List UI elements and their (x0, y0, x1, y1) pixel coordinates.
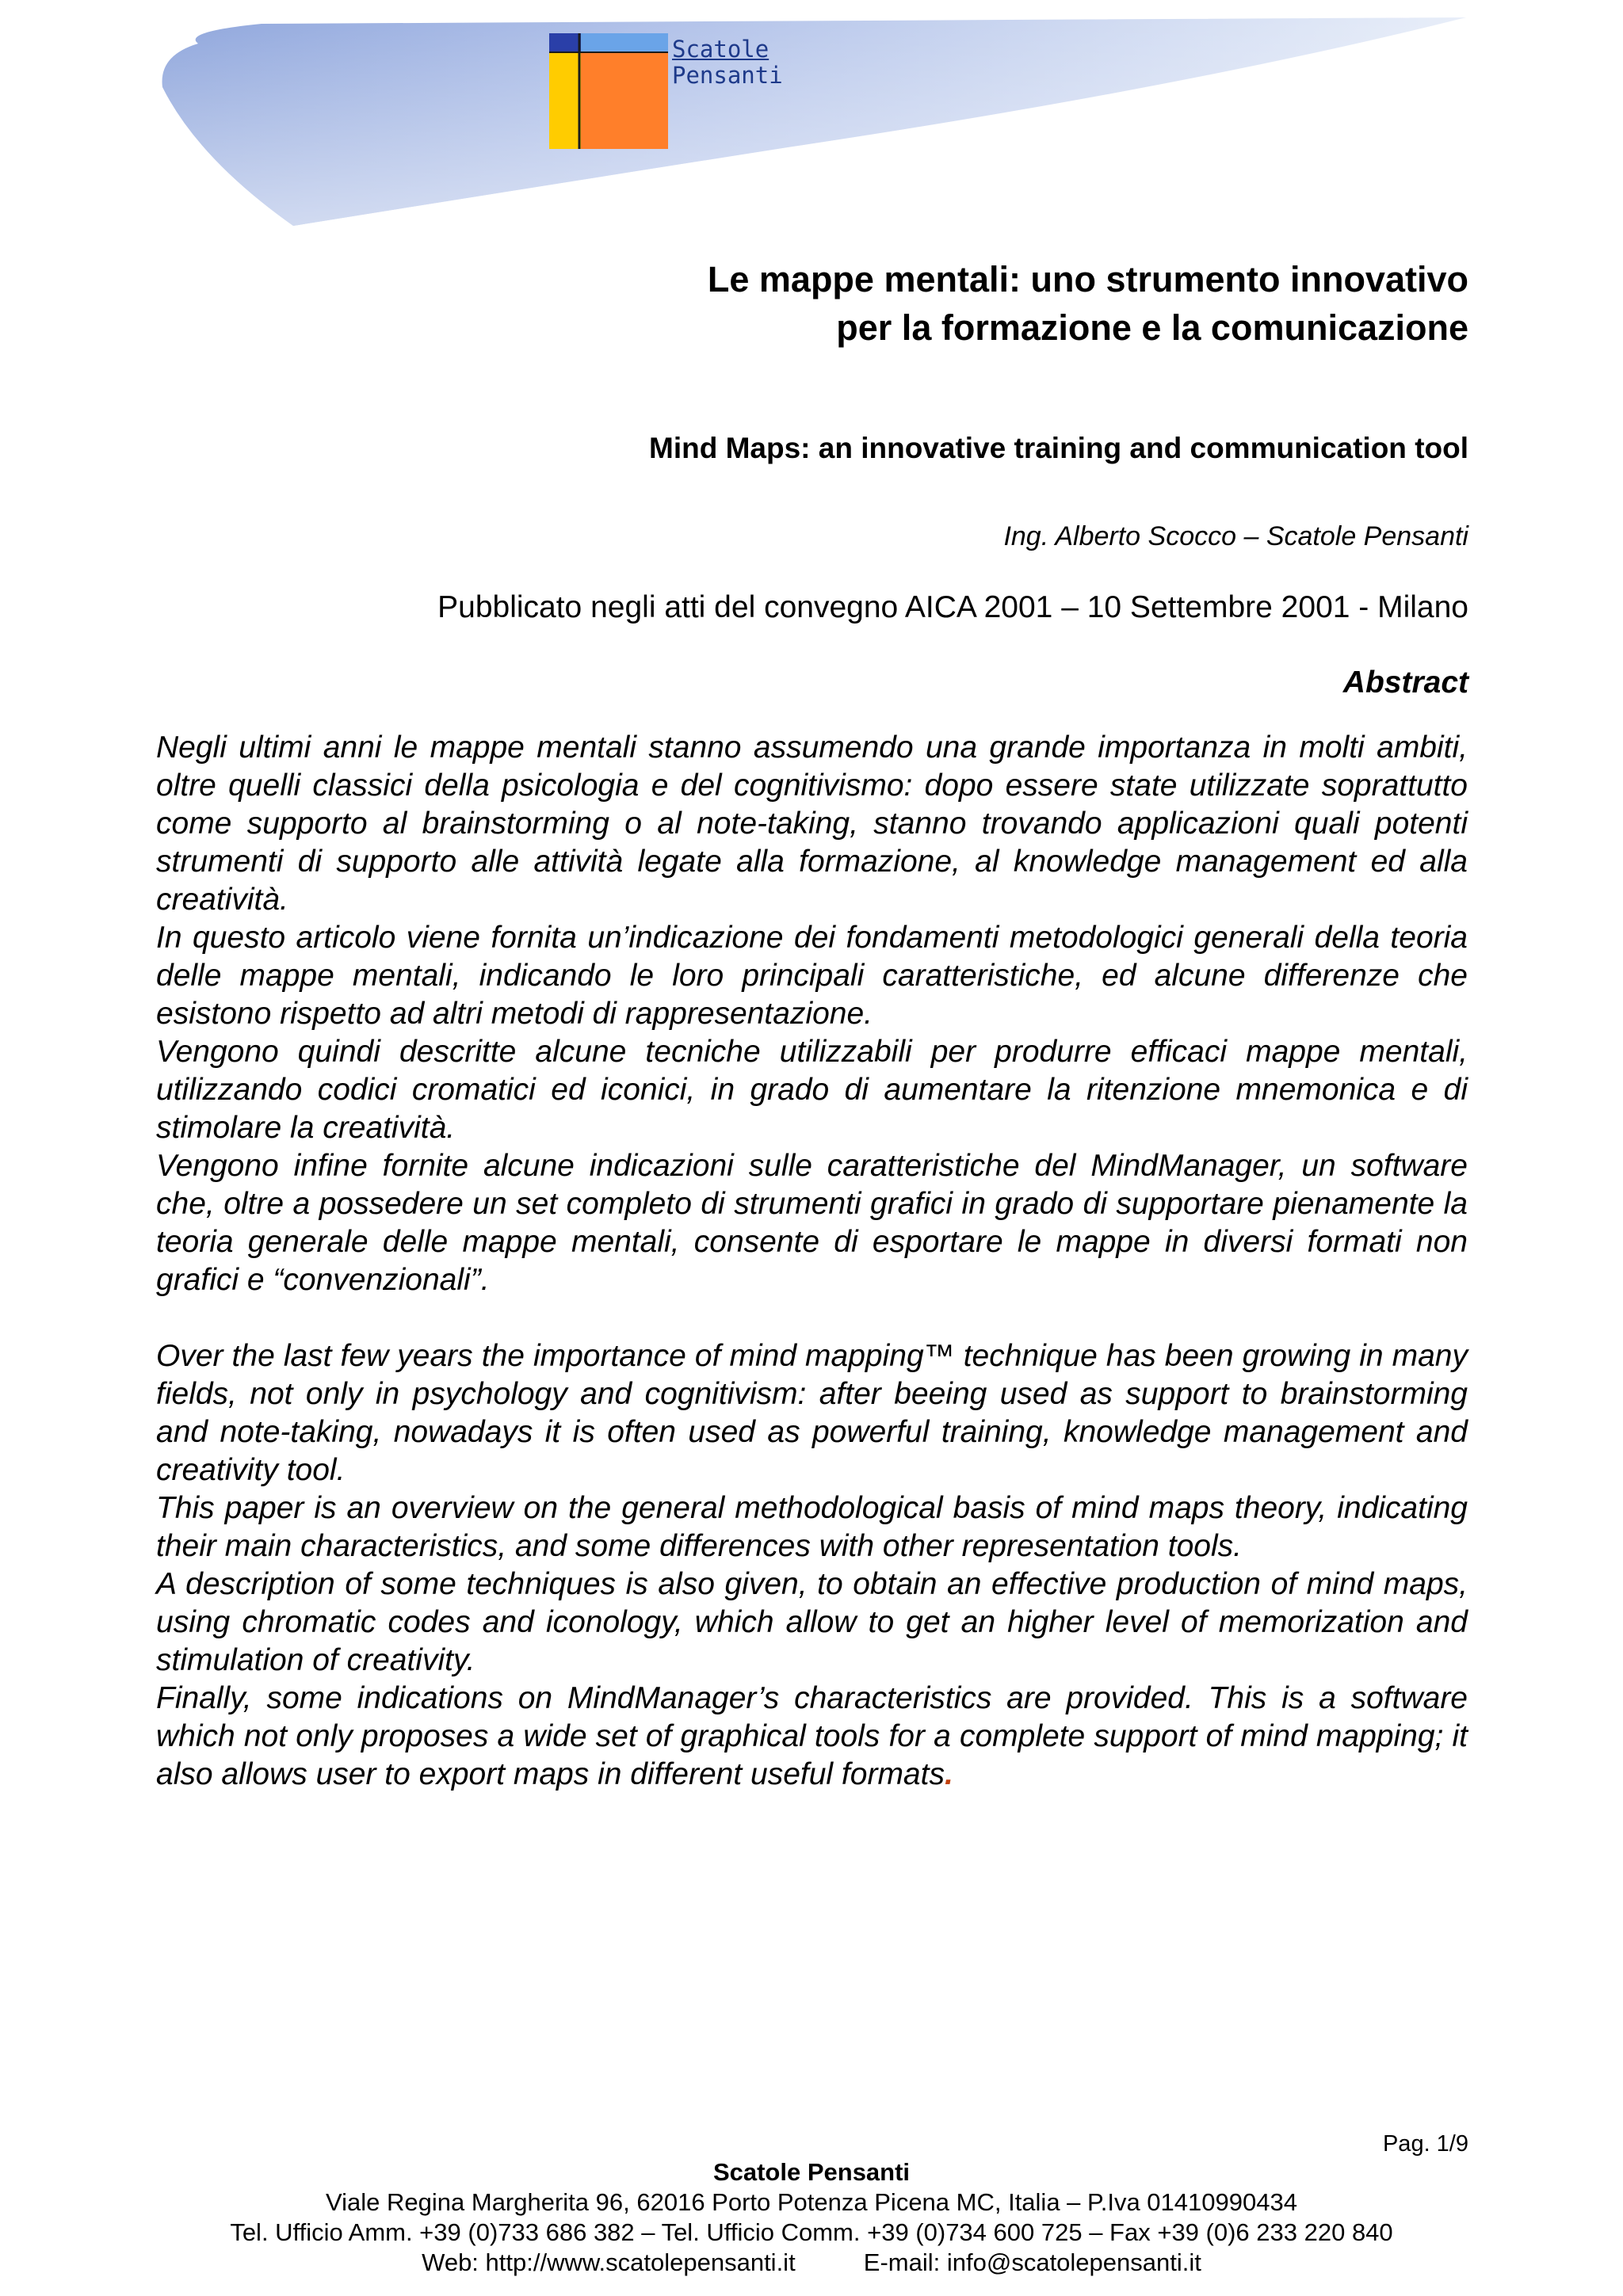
abstract-it-paragraph: Vengono infine fornite alcune indicazioni sulle caratteristiche del MindManager, un software che, oltre a possedere un set completo di strumenti grafici in grado di supportare pienamente la teoria generale delle mappe mentali, consente di esportare le mappe in diversi formati non grafici e “convenzionali”. (156, 1149, 1468, 1297)
abstract-it-paragraph: In questo articolo viene fornita un’indicazione dei fondamenti metodologici generali della teoria delle mappe mentali, indicando le loro principali caratteristiche, ed alcune differenze che esistono rispetto ad altri metodi di rappresentazione. (156, 921, 1468, 1031)
paragraph-gap (156, 1299, 1468, 1337)
abstract-en-last-text: Finally, some indications on MindManager’s characteristics are provided. This is a software which not only proposes a wide set of graphical tools for a complete support of mind mapping; it also allows user to export maps in different useful formats (156, 1681, 1468, 1791)
abstract-body (156, 729, 1468, 1794)
logo-line-2: Pensanti (672, 62, 783, 89)
abstract-it-paragraph: Vengono quindi descritte alcune tecniche utilizzabili per produrre efficaci mappe mentali, utilizzando codici cromatici ed iconici, in grado di aumentare la ritenzione mnemonica e di stimolare la creatività. (156, 1035, 1468, 1145)
abstract-it-paragraph: Negli ultimi anni le mappe mentali stanno assumendo una grande importanza in molti ambiti, oltre quelli classici della psicologia e del cognitivismo: dopo essere state utilizzate soprattutto come supporto al brainstorming o al note-taking, stanno trovando applicazioni quali potenti strumenti di supporto alle attività legate alla formazione, al knowledge management ed alla creatività. (156, 730, 1468, 917)
abstract-en-paragraph: A description of some techniques is also given, to obtain an effective production of mind maps, using chromatic codes and iconology, which allow to get an higher level of memorization and stimulation of creativity. (156, 1567, 1468, 1677)
paper-title (438, 255, 1468, 352)
author-line: Ing. Alberto Scocco – Scatole Pensanti (1003, 521, 1468, 551)
abstract-en-paragraph-last (156, 1680, 1468, 1794)
logo-line-1: Scatole (672, 36, 769, 63)
page-number: Pag. 1/9 (1382, 2131, 1468, 2157)
page-footer (0, 2157, 1623, 2278)
title-line-2: per la formazione e la comunicazione (836, 307, 1468, 348)
header-swoosh (0, 0, 1623, 238)
logo-squares-icon (549, 33, 668, 149)
title-line-1: Le mappe mentali: uno strumento innovativo (707, 259, 1468, 299)
abstract-en-paragraph: This paper is an overview on the general methodological basis of mind maps theory, indicating their main characteristics, and some differences with other representation tools. (156, 1491, 1468, 1563)
footer-address: Viale Regina Margherita 96, 62016 Porto Potenza Picena MC, Italia – P.Iva 01410990434 (326, 2188, 1297, 2216)
abstract-en-paragraph: Over the last few years the importance of mind mapping™ technique has been growing in many fields, not only in psychology and cognitivism: after beeing used as support to brainstorming and note-taking, nowadays it is often used as powerful training, knowledge management and creativity tool. (156, 1339, 1468, 1487)
abstract-heading: Abstract (1342, 666, 1468, 700)
english-subtitle: Mind Maps: an innovative training and communication tool (649, 432, 1468, 464)
publication-note: Pubblicato negli atti del convegno AICA 2001 – 10 Settembre 2001 - Milano (437, 590, 1468, 624)
logo-text (672, 36, 831, 89)
footer-web-email: Web: http://www.scatolepensanti.it E-mail: info@scatolepensanti.it (422, 2248, 1201, 2276)
abstract-final-period: . (944, 1757, 953, 1791)
footer-phones: Tel. Ufficio Amm. +39 (0)733 686 382 – Tel. Ufficio Comm. +39 (0)734 600 725 – Fax +39 (0)6 233 220 840 (230, 2218, 1393, 2246)
footer-company: Scatole Pensanti (712, 2158, 911, 2186)
